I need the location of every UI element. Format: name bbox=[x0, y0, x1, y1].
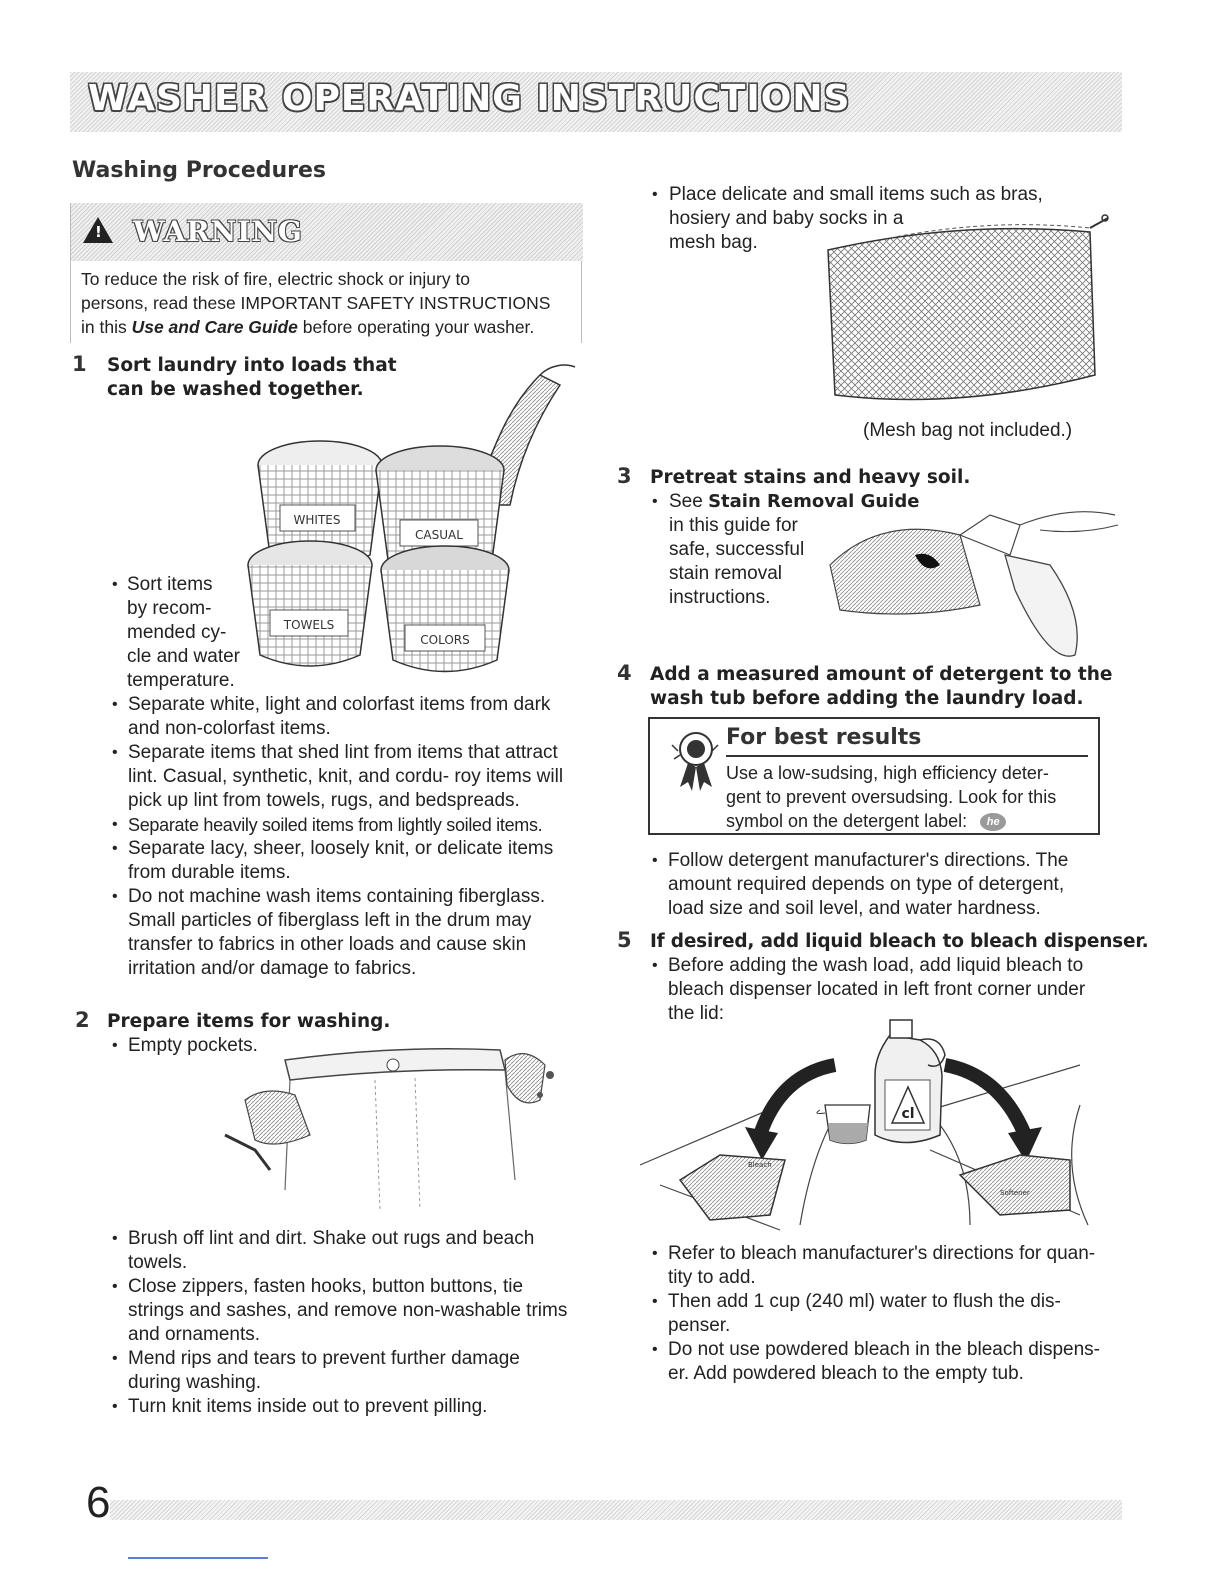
list-item: • Then add 1 cup (240 ml) water to flush the dis- penser. bbox=[650, 1290, 1110, 1338]
bottle-label: cl bbox=[901, 1106, 915, 1122]
step-2-bullets bbox=[110, 1227, 570, 1419]
dispenser-label-bleach: Bleach bbox=[748, 1161, 772, 1169]
list-item: • Separate lacy, sheer, loosely knit, or delicate items from durable items. bbox=[110, 837, 580, 885]
basket-label-whites: WHITES bbox=[293, 513, 341, 527]
mesh-bag-caption: (Mesh bag not included.) bbox=[863, 420, 1073, 441]
step-4-bullets bbox=[650, 849, 1105, 921]
list-item: • Separate white, light and colorfast items from dark and non-colorfast items. bbox=[110, 693, 580, 741]
step-5-number: 5 bbox=[617, 928, 632, 952]
basket-label-towels: TOWELS bbox=[283, 618, 335, 632]
best-results-rule bbox=[726, 755, 1088, 757]
mesh-bag-illustration bbox=[820, 210, 1110, 410]
step-5-bullets bbox=[650, 1242, 1110, 1386]
page-title: WASHER OPERATING INSTRUCTIONS bbox=[88, 78, 851, 119]
footer-bar bbox=[110, 1500, 1122, 1520]
bleach-dispenser-illustration bbox=[640, 1015, 1110, 1235]
sort-items-bullet: • Sort items by recom- mended cy- cle and water temperature. bbox=[112, 574, 241, 691]
list-item: • Close zippers, fasten hooks, button buttons, tie strings and sashes, and remove non-washable trims and ornaments. bbox=[110, 1275, 570, 1347]
step-4-number: 4 bbox=[617, 661, 632, 685]
dispenser-label-softener: Softener bbox=[1000, 1189, 1030, 1197]
list-item: • Do not machine wash items containing fiberglass. Small particles of fiberglass left in the drum may transfer to fabrics in other loads and cause skin irritation and/or damage to fabrics. bbox=[110, 885, 580, 981]
stain-guide-bullet: • See Stain Removal Guide in this guide for safe, successful stain removal instructions. bbox=[652, 491, 920, 608]
step-5-heading: If desired, add liquid bleach to bleach dispenser. bbox=[650, 931, 1149, 952]
step-1-bullets bbox=[110, 693, 580, 981]
list-item: • Before adding the wash load, add liquid bleach to bleach dispenser located in left front corner under the lid: bbox=[650, 954, 1110, 1026]
best-results-title: For best results bbox=[726, 725, 922, 750]
list-item: • Turn knit items inside out to prevent pilling. bbox=[110, 1395, 570, 1419]
step-1-number: 1 bbox=[72, 352, 87, 376]
footer-divider bbox=[128, 1557, 268, 1559]
guide-title: Use and Care Guide bbox=[131, 317, 298, 337]
step-2-number: 2 bbox=[75, 1008, 90, 1032]
list-item: • Do not use powdered bleach in the bleach dispens- er. Add powdered bleach to the empty tub. bbox=[650, 1338, 1110, 1386]
warning-label: WARNING bbox=[133, 215, 303, 248]
list-item: • Refer to bleach manufacturer's directions for quan- tity to add. bbox=[650, 1242, 1110, 1290]
laundry-baskets-illustration bbox=[240, 355, 580, 695]
best-results-text: Use a low-sudsing, high efficiency deter- gent to prevent oversudsing. Look for this symbol on the detergent label: he bbox=[726, 763, 1057, 831]
warning-text: To reduce the risk of fire, electric shock or injury to persons, read these IMPORTANT SAFETY INSTRUCTIONS in this Use and Care Guide before operating your washer. bbox=[81, 269, 551, 337]
list-item: • Brush off lint and dirt. Shake out rugs and beach towels. bbox=[110, 1227, 570, 1275]
section-title: Washing Procedures bbox=[72, 158, 327, 183]
ribbon-award-icon bbox=[670, 725, 722, 795]
list-item: • Mend rips and tears to prevent further damage during washing. bbox=[110, 1347, 570, 1395]
header-banner bbox=[70, 72, 1122, 132]
warning-header: ! WARNING bbox=[71, 203, 583, 261]
page-number: 6 bbox=[86, 1478, 111, 1527]
stain-guide-link-text: Stain Removal Guide bbox=[708, 491, 920, 512]
step-2-heading: Prepare items for washing. bbox=[107, 1011, 391, 1032]
step-3-number: 3 bbox=[617, 464, 632, 488]
warning-box bbox=[70, 203, 582, 343]
list-item: • Separate items that shed lint from items that attract lint. Casual, synthetic, knit, and cordu- roy items will pick up lint from towels, rugs, and bedspreads. bbox=[110, 741, 580, 813]
empty-pockets-illustration bbox=[215, 1040, 575, 1220]
list-item: • Follow detergent manufacturer's directions. The amount required depends on type of detergent, load size and soil level, and water hardness. bbox=[650, 849, 1105, 921]
basket-label-casual: CASUAL bbox=[415, 528, 463, 542]
step-1-heading: Sort laundry into loads that can be washed together. bbox=[107, 355, 397, 400]
step-3-heading: Pretreat stains and heavy soil. bbox=[650, 467, 971, 488]
stain-spray-illustration bbox=[820, 495, 1120, 670]
mesh-bag-bullet: • Place delicate and small items such as bras, hosiery and baby socks in a mesh bag. bbox=[652, 184, 1043, 253]
he-symbol-icon: he bbox=[980, 813, 1006, 831]
basket-label-colors: COLORS bbox=[420, 633, 470, 647]
list-item: • Empty pockets. bbox=[110, 1034, 310, 1058]
step-4-heading: Add a measured amount of detergent to the wash tub before adding the laundry load. bbox=[650, 664, 1113, 709]
best-results-box bbox=[648, 717, 1100, 835]
list-item: • Separate heavily soiled items from lightly soiled items. bbox=[110, 813, 580, 837]
